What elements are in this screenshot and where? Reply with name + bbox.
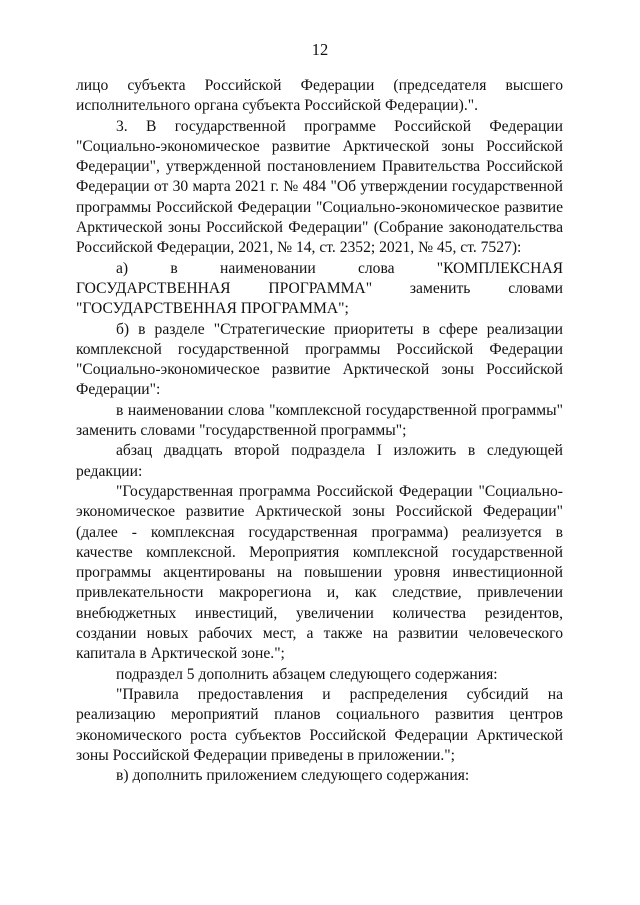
paragraph-abzac-22: абзац двадцать второй подраздела I изложить в следующей редакции:	[76, 442, 563, 480]
paragraph-title-replacement: в наименовании слова "комплексной государственной программы" заменить словами "государственной программы";	[76, 401, 563, 440]
paragraph-item-3: 3. В государственной программе Российской Федерации "Социально-экономическое развитие Арктической зоны Российской Федерации", утвержденной постановлением Правительства Российской Федерации от 30 марта 2021 г. № 484 "Об утверждении государственной программы Российской Федерации "Социально-экономическое развитие Арктической зоны Российской Федерации" (Собрание законодательства Российской Федерации, 2021, № 14, ст. 2352; 2021, № 45, ст. 7527):	[76, 117, 563, 257]
paragraph-quoted-rules: "Правила предоставления и распределения субсидий на реализацию мероприятий планов социального развития центров экономического роста субъектов Российской Федерации Арктической зоны Российской Федерации приведены в приложении.";	[76, 685, 563, 764]
paragraph-continuation: лицо субъекта Российской Федерации (председателя высшего исполнительного органа субъекта Российской Федерации).".	[76, 77, 563, 115]
paragraph-subitem-v: в) дополнить приложением следующего содержания:	[116, 767, 470, 785]
paragraph-subsection-5: подраздел 5 дополнить абзацем следующего содержания:	[116, 665, 498, 683]
document-body	[76, 76, 563, 786]
paragraph-subitem-a: а) в наименовании слова "КОМПЛЕКСНАЯ ГОСУДАРСТВЕННАЯ ПРОГРАММА" заменить словами "ГОСУДАРСТВЕННАЯ ПРОГРАММА";	[76, 259, 563, 318]
paragraph-quoted-new-text: "Государственная программа Российской Федерации "Социально-экономическое развитие Арктической зоны Российской Федерации" (далее - комплексная государственная программа) реализуется в качестве комплексной. Мероприятия комплексной государственной программы акцентированы на повышении уровня инвестиционной привлекательности макрорегиона и, как следствие, привлечении внебюджетных инвестиций, увеличении количества резидентов, создании новых рабочих мест, а также на развитии человеческого капитала в Арктической зоне.";	[76, 482, 563, 663]
page-number: 12	[311, 40, 329, 59]
paragraph-subitem-b: б) в разделе "Стратегические приоритеты в сфере реализации комплексной государственной программы Российской Федерации "Социально-экономическое развитие Арктической зоны Российской Федерации":	[76, 320, 563, 399]
